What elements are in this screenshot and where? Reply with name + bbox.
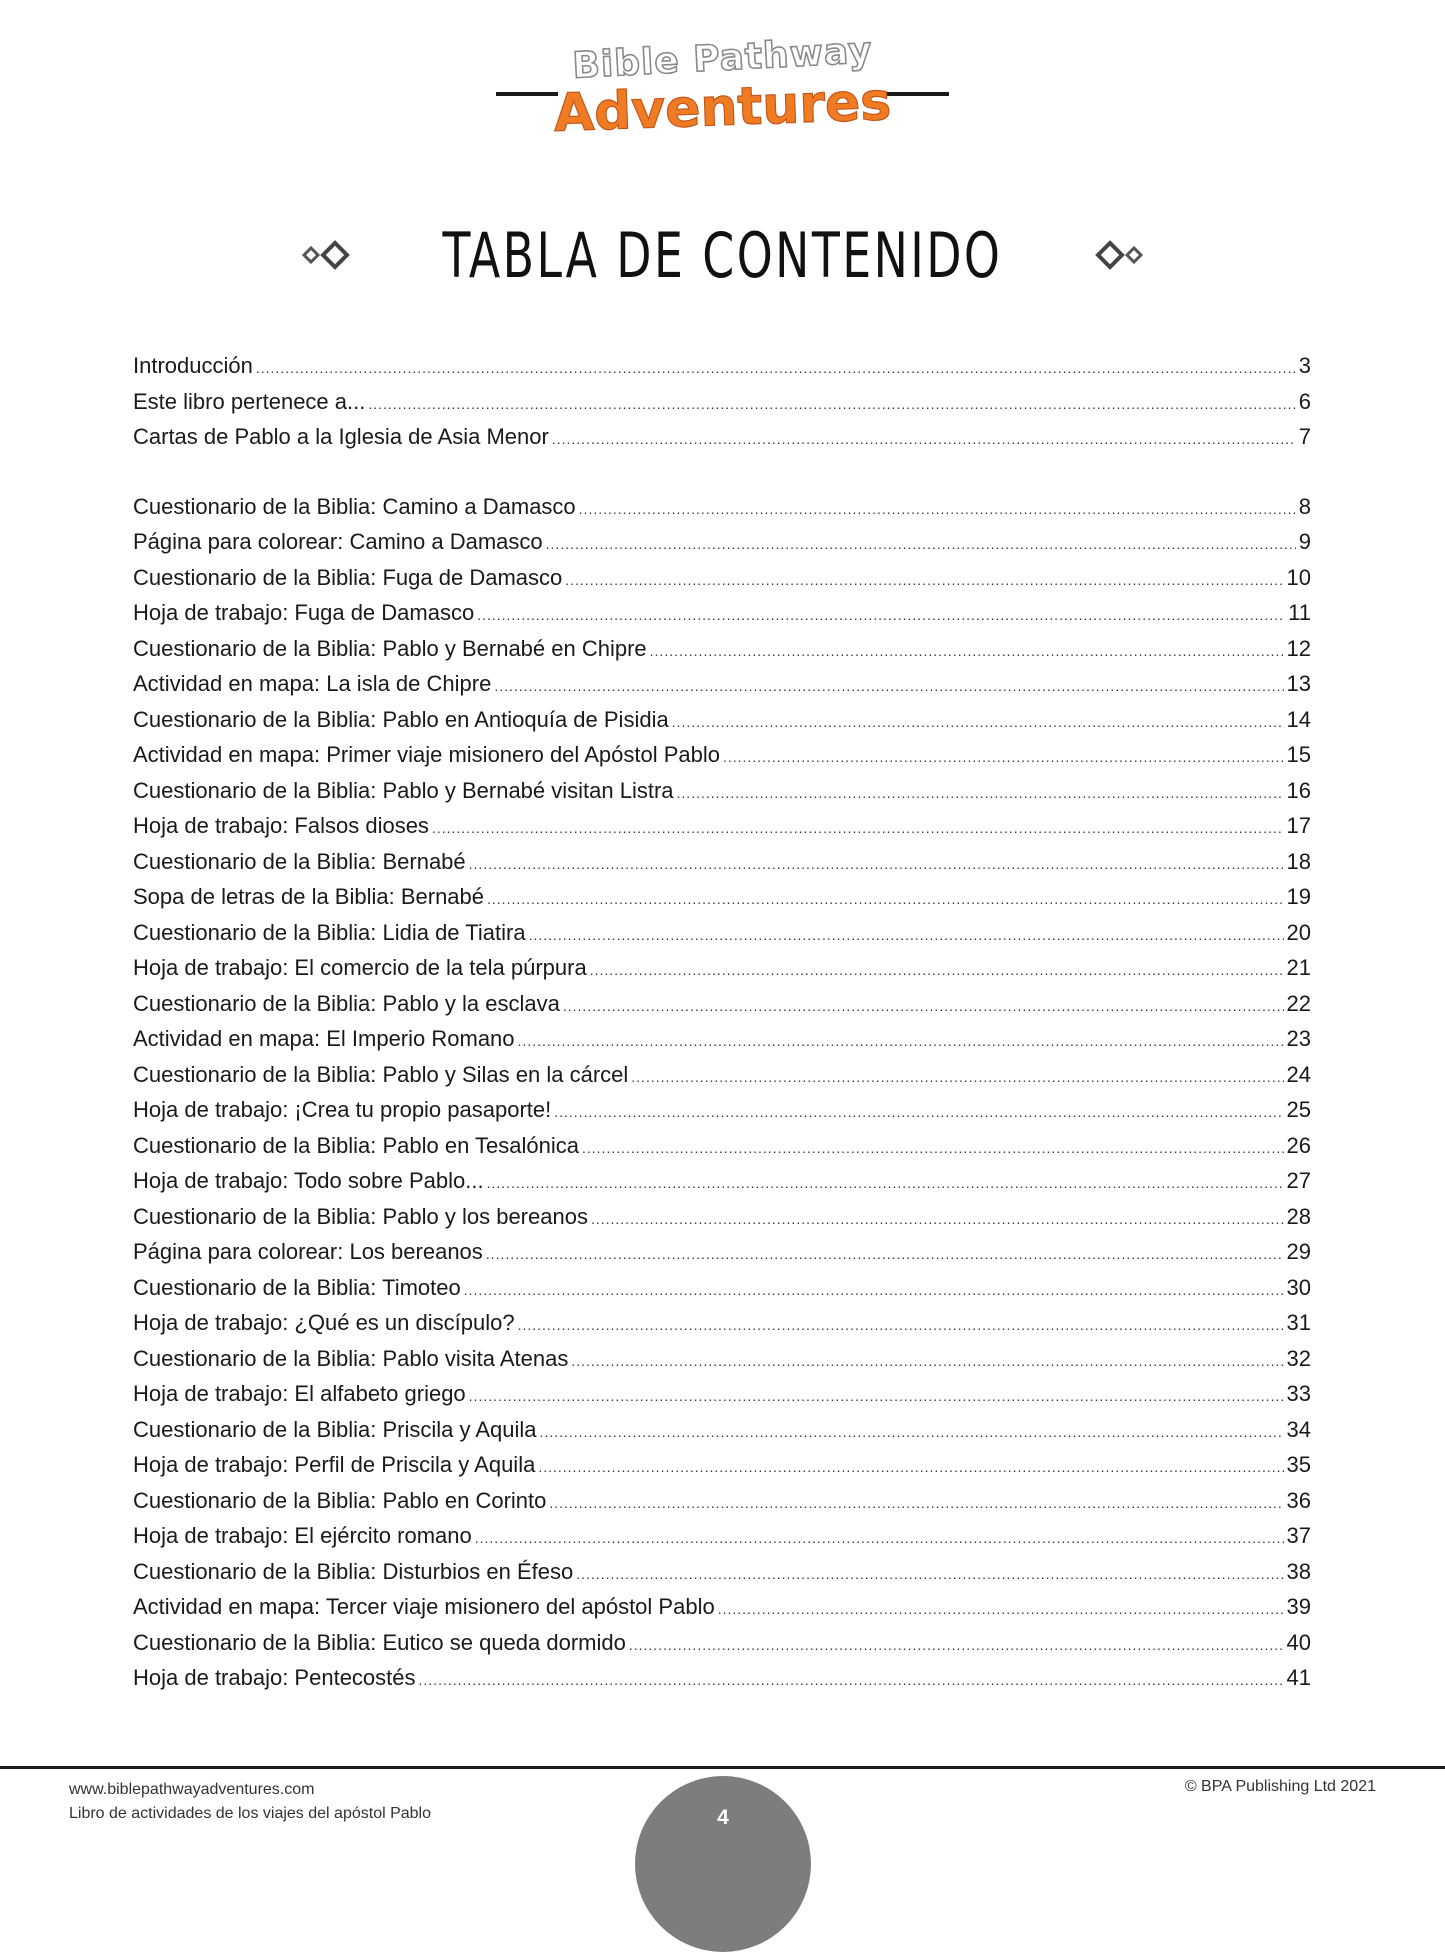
toc-entry[interactable] (133, 671, 1311, 707)
toc-entry-title: Cuestionario de la Biblia: Priscila y Aquila (133, 1416, 537, 1442)
toc-entry[interactable] (133, 955, 1311, 991)
toc-entry[interactable] (133, 778, 1311, 814)
toc-entry[interactable] (133, 813, 1311, 849)
toc-entry-title: Cuestionario de la Biblia: Pablo visita Atenas (133, 1345, 569, 1371)
toc-entry[interactable] (133, 636, 1311, 672)
toc-group-activities (133, 494, 1311, 1701)
toc-dot-leader (518, 1033, 1284, 1049)
toc-entry-page: 29 (1286, 1239, 1311, 1264)
table-of-contents (133, 353, 1311, 1701)
toc-entry-title: Cuestionario de la Biblia: Timoteo (133, 1274, 461, 1300)
toc-entry-page: 9 (1298, 529, 1311, 554)
toc-dot-leader (538, 1459, 1283, 1475)
diamond-ornament-icon-right (1086, 240, 1144, 270)
toc-spacer (133, 460, 1311, 494)
toc-dot-leader (432, 820, 1284, 836)
toc-entry-page: 10 (1286, 564, 1311, 590)
toc-entry-page: 26 (1286, 1132, 1311, 1158)
toc-dot-leader (549, 1495, 1283, 1511)
toc-dot-leader (540, 1424, 1284, 1440)
toc-entry-title: Cuestionario de la Biblia: Pablo y Bernabé visitan Listra (133, 777, 674, 803)
toc-entry-title: Este libro pertenece a... (133, 388, 366, 414)
toc-dot-leader (723, 749, 1284, 765)
toc-dot-leader (579, 501, 1296, 517)
toc-dot-leader (582, 1140, 1284, 1156)
toc-entry-title: Introducción (133, 353, 253, 378)
toc-dot-leader (672, 714, 1284, 730)
toc-entry-title: Cuestionario de la Biblia: Lidia de Tiatira (133, 919, 526, 945)
toc-entry-title: Hoja de trabajo: Fuga de Damasco (133, 600, 475, 625)
toc-entry[interactable] (133, 1133, 1311, 1169)
toc-entry[interactable] (133, 1062, 1311, 1098)
toc-entry-title: Actividad en mapa: Tercer viaje misionero del apóstol Pablo (133, 1594, 715, 1619)
toc-entry-page: 36 (1286, 1487, 1311, 1513)
toc-entry-page: 16 (1286, 777, 1311, 803)
toc-entry-page: 35 (1286, 1452, 1311, 1477)
toc-entry-title: Cuestionario de la Biblia: Pablo en Tesalónica (133, 1132, 579, 1158)
toc-entry[interactable] (133, 353, 1311, 389)
toc-entry[interactable] (133, 1594, 1311, 1630)
toc-entry[interactable] (133, 494, 1311, 530)
toc-entry-title: Actividad en mapa: Primer viaje misionero del Apóstol Pablo (133, 742, 720, 767)
toc-dot-leader (718, 1601, 1284, 1617)
toc-entry-title: Hoja de trabajo: El ejército romano (133, 1523, 472, 1548)
toc-entry-page: 6 (1298, 388, 1311, 414)
page-number-badge (635, 1776, 811, 1952)
toc-entry[interactable] (133, 565, 1311, 601)
toc-entry-title: Página para colorear: Camino a Damasco (133, 529, 543, 554)
toc-entry-title: Página para colorear: Los bereanos (133, 1239, 483, 1264)
toc-entry-page: 19 (1286, 884, 1311, 909)
logo-main-word: Adventures (552, 72, 893, 144)
toc-entry[interactable] (133, 1488, 1311, 1524)
toc-dot-leader (565, 572, 1283, 588)
toc-entry[interactable] (133, 389, 1311, 425)
logo-top-word: Bible Pathway (571, 30, 874, 87)
toc-entry-page: 8 (1298, 493, 1311, 519)
toc-entry[interactable] (133, 1239, 1311, 1275)
toc-entry-title: Cuestionario de la Biblia: Bernabé (133, 848, 466, 874)
toc-entry-title: Cuestionario de la Biblia: Pablo en Antioquía de Pisidia (133, 706, 669, 732)
toc-entry[interactable] (133, 1559, 1311, 1595)
footer-website[interactable]: www.biblepathwayadventures.com (69, 1781, 315, 1798)
toc-entry-title: Cuestionario de la Biblia: Pablo en Corinto (133, 1487, 547, 1513)
toc-entry-title: Cartas de Pablo a la Iglesia de Asia Menor (133, 424, 549, 449)
toc-entry-page: 30 (1286, 1274, 1311, 1300)
toc-entry-page: 28 (1286, 1203, 1311, 1229)
toc-entry[interactable] (133, 1204, 1311, 1240)
toc-entry-page: 27 (1286, 1168, 1311, 1193)
toc-entry-title: Hoja de trabajo: Perfil de Priscila y Aquila (133, 1452, 536, 1477)
toc-entry[interactable] (133, 1097, 1311, 1133)
toc-entry-page: 23 (1286, 1026, 1311, 1051)
toc-entry-title: Hoja de trabajo: Todo sobre Pablo... (133, 1168, 484, 1193)
toc-entry-page: 3 (1298, 353, 1311, 378)
toc-entry-page: 17 (1286, 813, 1311, 838)
toc-entry-title: Cuestionario de la Biblia: Camino a Damasco (133, 493, 576, 519)
toc-entry-title: Cuestionario de la Biblia: Pablo y Bernabé en Chipre (133, 635, 647, 661)
toc-entry-title: Cuestionario de la Biblia: Disturbios en Éfeso (133, 1558, 574, 1584)
toc-entry[interactable] (133, 424, 1311, 460)
toc-dot-leader (487, 1175, 1284, 1191)
toc-entry-page: 32 (1286, 1345, 1311, 1371)
title-row (0, 210, 1445, 300)
footer-copyright: © BPA Publishing Ltd 2021 (1184, 1778, 1376, 1795)
toc-dot-leader (650, 643, 1284, 659)
toc-entry-page: 7 (1298, 424, 1311, 449)
toc-entry[interactable] (133, 1381, 1311, 1417)
footer-book-title: Libro de actividades de los viajes del apóstol Pablo (69, 1805, 432, 1822)
toc-entry-page: 34 (1286, 1416, 1311, 1442)
toc-entry-page: 13 (1286, 671, 1311, 696)
toc-dot-leader (563, 998, 1284, 1014)
toc-entry[interactable] (133, 1417, 1311, 1453)
toc-entry-page: 39 (1286, 1594, 1311, 1619)
toc-entry-page: 14 (1286, 706, 1311, 732)
toc-entry-title: Cuestionario de la Biblia: Pablo y los bereanos (133, 1203, 588, 1229)
toc-entry-title: Actividad en mapa: La isla de Chipre (133, 671, 492, 696)
toc-dot-leader (590, 962, 1284, 978)
page-title: TABLA DE CONTENIDO (442, 218, 1003, 292)
toc-dot-leader (518, 1317, 1284, 1333)
toc-entry-page: 15 (1286, 742, 1311, 767)
toc-dot-leader (469, 856, 1284, 872)
toc-dot-leader (256, 360, 1296, 376)
toc-entry-page: 41 (1286, 1665, 1311, 1690)
toc-group-intro (133, 353, 1311, 460)
toc-dot-leader (554, 1104, 1283, 1120)
diamond-ornament-icon-left (301, 240, 359, 270)
toc-entry-page: 40 (1286, 1629, 1311, 1655)
toc-dot-leader (552, 431, 1296, 447)
toc-dot-leader (546, 536, 1296, 552)
toc-entry[interactable] (133, 1523, 1311, 1559)
toc-entry[interactable] (133, 1168, 1311, 1204)
toc-dot-leader (486, 1246, 1284, 1262)
footer-rule (0, 1766, 1445, 1769)
toc-dot-leader (529, 927, 1284, 943)
toc-dot-leader (464, 1282, 1284, 1298)
toc-entry[interactable] (133, 920, 1311, 956)
toc-entry-page: 25 (1286, 1097, 1311, 1122)
toc-dot-leader (631, 1069, 1283, 1085)
toc-dot-leader (629, 1637, 1284, 1653)
toc-entry-page: 22 (1286, 990, 1311, 1016)
toc-entry[interactable] (133, 1452, 1311, 1488)
toc-entry-title: Hoja de trabajo: ¿Qué es un discípulo? (133, 1310, 515, 1335)
toc-dot-leader (487, 891, 1284, 907)
toc-entry-title: Actividad en mapa: El Imperio Romano (133, 1026, 515, 1051)
toc-dot-leader (368, 396, 1295, 412)
toc-entry-page: 24 (1286, 1061, 1311, 1087)
toc-dot-leader (494, 678, 1283, 694)
toc-dot-leader (677, 785, 1284, 801)
toc-entry-title: Hoja de trabajo: Pentecostés (133, 1665, 416, 1690)
toc-dot-leader (469, 1388, 1284, 1404)
toc-entry[interactable] (133, 600, 1311, 636)
toc-entry-title: Cuestionario de la Biblia: Pablo y la esclava (133, 990, 560, 1016)
toc-entry-title: Hoja de trabajo: El comercio de la tela púrpura (133, 955, 587, 980)
toc-entry-title: Hoja de trabajo: ¡Crea tu propio pasaporte! (133, 1097, 552, 1122)
toc-entry-title: Cuestionario de la Biblia: Fuga de Damasco (133, 564, 563, 590)
toc-entry[interactable] (133, 849, 1311, 885)
toc-entry[interactable] (133, 1275, 1311, 1311)
toc-dot-leader (591, 1211, 1284, 1227)
toc-entry-page: 38 (1286, 1558, 1311, 1584)
page-number: 4 (717, 1806, 729, 1829)
toc-entry-title: Cuestionario de la Biblia: Pablo y Silas en la cárcel (133, 1061, 629, 1087)
toc-entry-title: Sopa de letras de la Biblia: Bernabé (133, 884, 485, 909)
toc-entry[interactable] (133, 1026, 1311, 1062)
toc-entry-title: Hoja de trabajo: Falsos dioses (133, 813, 429, 838)
toc-entry-title: Cuestionario de la Biblia: Eutico se queda dormido (133, 1629, 626, 1655)
toc-entry[interactable] (133, 884, 1311, 920)
toc-dot-leader (475, 1530, 1284, 1546)
toc-entry[interactable] (133, 1665, 1311, 1701)
toc-dot-leader (571, 1353, 1283, 1369)
toc-entry[interactable] (133, 1310, 1311, 1346)
toc-dot-leader (576, 1566, 1283, 1582)
toc-entry[interactable] (133, 991, 1311, 1027)
toc-entry-page: 20 (1286, 919, 1311, 945)
footer-left (69, 1778, 431, 1826)
toc-entry-page: 11 (1288, 600, 1311, 625)
toc-dot-leader (477, 607, 1285, 623)
toc-entry-page: 18 (1286, 848, 1311, 874)
toc-entry[interactable] (133, 1630, 1311, 1666)
logo (0, 30, 1445, 144)
toc-dot-leader (419, 1672, 1284, 1688)
toc-entry[interactable] (133, 742, 1311, 778)
toc-entry-page: 12 (1286, 635, 1311, 661)
toc-entry-page: 37 (1286, 1523, 1311, 1548)
toc-entry-title: Hoja de trabajo: El alfabeto griego (133, 1381, 466, 1406)
toc-entry-page: 33 (1286, 1381, 1311, 1406)
toc-entry-page: 31 (1286, 1310, 1311, 1335)
toc-entry-page: 21 (1286, 955, 1311, 980)
toc-entry[interactable] (133, 529, 1311, 565)
toc-entry[interactable] (133, 707, 1311, 743)
toc-entry[interactable] (133, 1346, 1311, 1382)
